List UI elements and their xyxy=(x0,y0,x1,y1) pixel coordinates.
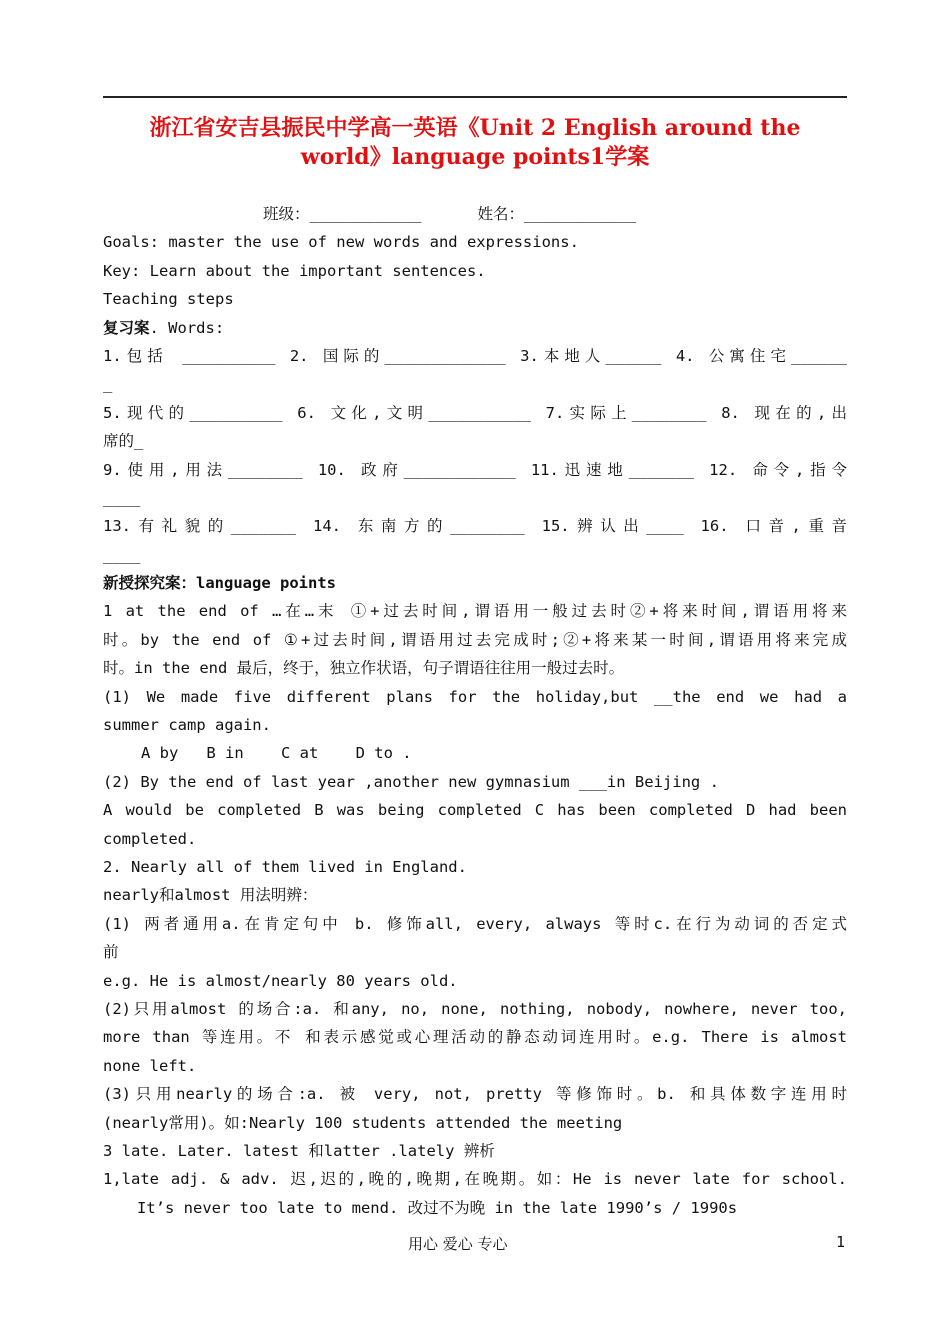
text-line: It’s never too late to mend. 改过不为晚 in the late 1990’s / 1990s xyxy=(137,1198,738,1217)
options-line: A would be completed B was being completed C has been completed D had been xyxy=(103,801,847,820)
text-line: 时。by the end of ①+过去时间,谓语用过去完成时;②+将来某一时间,谓语用将来完成 xyxy=(103,630,847,649)
words-row-4-cont: ____ xyxy=(103,545,141,564)
words-row-3: 9.使用,用法________ 10. 政府____________ 11.迅速地_______ 12. 命令,指令 xyxy=(103,460,847,479)
title-line-1: 浙江省安吉县振民中学高一英语《Unit 2 English around the xyxy=(149,115,801,141)
words-row-3-cont: ____ xyxy=(103,488,141,507)
text-line: 3 late. Later. latest 和latter .lately 辨析 xyxy=(103,1141,495,1160)
new-section-heading xyxy=(103,569,847,597)
words-row-2-cont: 席的_ xyxy=(103,432,144,451)
title-line-2: world》language points1学案 xyxy=(300,144,650,170)
footer-motto: 用心 爱心 专心 xyxy=(408,1235,508,1253)
text-line: completed. xyxy=(103,829,197,848)
text-line: (2)只用almost 的场合:a. 和any, no, none, nothing, nobody, nowhere, never too, xyxy=(103,999,847,1018)
text-line: 前 xyxy=(103,943,119,962)
text-line: e.g. He is almost/nearly 80 years old. xyxy=(103,971,458,990)
document-body xyxy=(103,200,847,1222)
page-number: 1 xyxy=(836,1233,846,1251)
text-line: 2. Nearly all of them lived in England. xyxy=(103,857,467,876)
words-row-1: 1.包括 __________ 2. 国际的_____________ 3.本地人______ 4. 公寓住宅______ xyxy=(103,346,847,365)
new-section-label: 新授探究案： xyxy=(103,574,197,593)
new-section-rest: language points xyxy=(196,574,336,593)
text-line: (1) 两者通用a.在肯定句中 b. 修饰all, every, always 等时c.在行为动词的否定式 xyxy=(103,914,847,933)
text-line: more than 等连用。不 和表示感觉或心理活动的静态动词连用时。e.g. There is almost xyxy=(103,1028,847,1047)
class-name-line: 班级：____________ 姓名：____________ xyxy=(263,205,636,223)
text-line: summer camp again. xyxy=(103,716,271,735)
teaching-steps-line: Teaching steps xyxy=(103,290,234,309)
review-heading xyxy=(103,314,847,342)
text-line: 时。in the end 最后，终于，独立作状语，句子谓语往往用一般过去时。 xyxy=(103,659,625,678)
text-line: 1,late adj. & adv. 迟,迟的,晚的,晚期,在晚期。如：He is never late for school. xyxy=(103,1170,847,1189)
text-line: nearly和almost 用法明辨： xyxy=(103,886,318,905)
words-row-4: 13.有礼貌的_______ 14. 东南方的________ 15.辨认出____ 16. 口音,重音 xyxy=(103,517,847,536)
text-line: (3)只用nearly的场合:a. 被 very, not, pretty 等修饰时。b. 和具体数字连用时 xyxy=(103,1085,847,1104)
words-row-1-cont: _ xyxy=(103,375,113,394)
words-row-2: 5.现代的__________ 6. 文化,文明___________ 7.实际上________ 8. 现在的,出 xyxy=(103,403,847,422)
text-line: (1) We made five different plans for the holiday,but __the end we had a xyxy=(103,687,847,706)
options-line: A by B in C at D to . xyxy=(141,744,412,763)
text-line: 1 at the end of …在…末 ①+过去时间,谓语用一般过去时②+将来时间,谓语用将来 xyxy=(103,602,847,621)
key-line: Key: Learn about the important sentences. xyxy=(103,261,486,280)
top-rule xyxy=(103,96,847,98)
text-line: (2) By the end of last year ,another new gymnasium ___in Beijing . xyxy=(103,772,719,791)
review-label: 复习案 xyxy=(103,318,150,337)
document-title xyxy=(103,114,847,172)
text-line: (nearly常用)。如:Nearly 100 students attended the meeting xyxy=(103,1113,623,1132)
review-words: . Words: xyxy=(149,318,225,337)
text-line: none left. xyxy=(103,1056,197,1075)
goals-line: Goals: master the use of new words and expressions. xyxy=(103,233,579,252)
